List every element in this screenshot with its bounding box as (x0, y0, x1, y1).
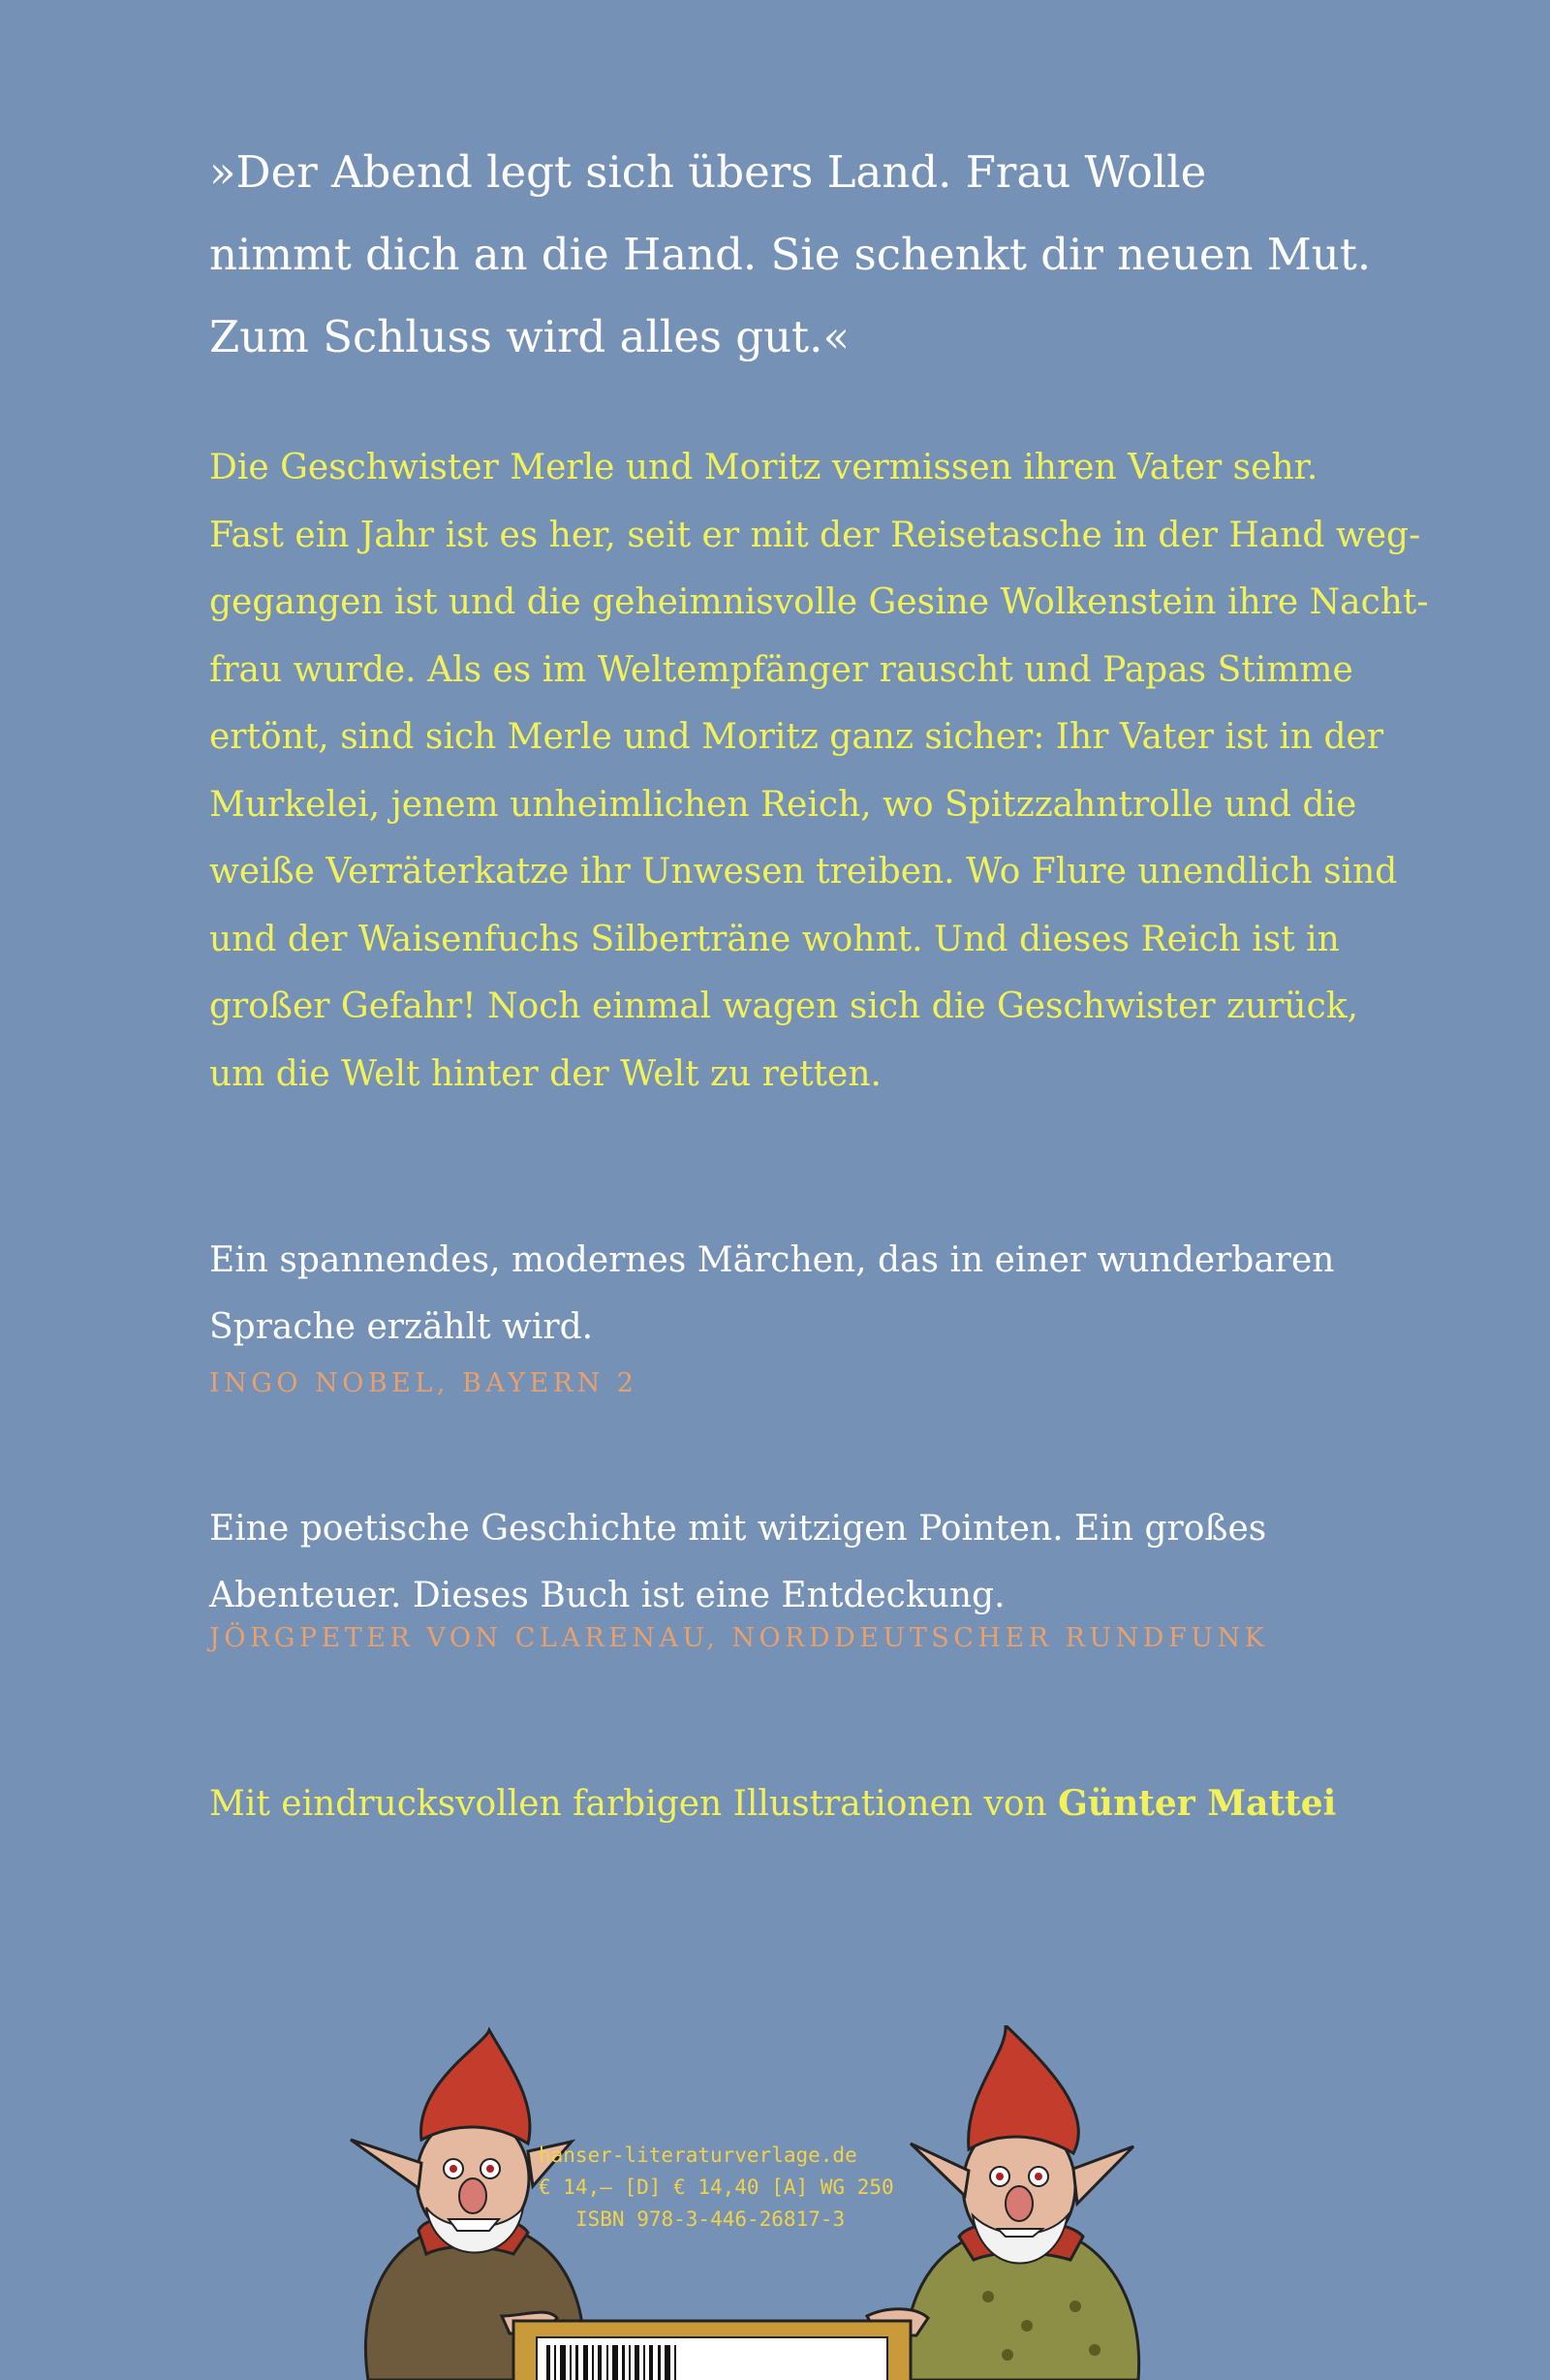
review-text (209, 1495, 1430, 1629)
barcode-frame (513, 2321, 911, 2380)
illustration-credit (209, 1783, 1336, 1824)
illustrator-name: Günter Mattei (1058, 1783, 1337, 1824)
quote-line: Zum Schluss wird alles gut.« (209, 311, 850, 362)
synopsis (209, 434, 1430, 1108)
review-line: Eine poetische Geschichte mit witzigen Pointen. Ein großes (209, 1509, 1267, 1549)
synopsis-line: Die Geschwister Merle und Moritz vermissen ihren Vater sehr. (209, 448, 1318, 487)
opening-quote (209, 131, 1410, 378)
review-line: Abenteuer. Dieses Buch ist eine Entdeckung. (209, 1576, 1006, 1615)
quote-line: »Der Abend legt sich übers Land. Frau Wolle (209, 146, 1207, 198)
publisher-url: hanser-literaturverlage.de (539, 2144, 857, 2167)
synopsis-line: um die Welt hinter der Welt zu retten. (209, 1053, 882, 1094)
synopsis-line: Murkelei, jenem unheimlichen Reich, wo Spitzzahntrolle und die (209, 784, 1357, 825)
price-info: € 14,– [D] € 14,40 [A] WG 250 (539, 2176, 894, 2199)
imprint (539, 2140, 894, 2236)
synopsis-line: und der Waisenfuchs Silberträne wohnt. Und dieses Reich ist in (209, 919, 1340, 959)
review-bayern2 (209, 1227, 1430, 1398)
review-source: JÖRGPETER VON CLARENAU, NORDDEUTSCHER RUNDFUNK (209, 1623, 1269, 1653)
synopsis-line: weiße Verräterkatze ihr Unwesen treiben. Wo Flure unendlich sind (209, 852, 1398, 892)
synopsis-line: gegangen ist und die geheimnisvolle Gesine Wolkenstein ihre Nacht- (209, 582, 1429, 622)
illustration-credit-prefix: Mit eindrucksvollen farbigen Illustrationen von (209, 1784, 1047, 1824)
synopsis-line: ertönt, sind sich Merle und Moritz ganz sicher: Ihr Vater ist in der (209, 717, 1384, 757)
synopsis-line: großer Gefahr! Noch einmal wagen sich die Geschwister zurück, (209, 986, 1359, 1026)
isbn: ISBN 978-3-446-26817-3 (575, 2208, 846, 2231)
review-line: Sprache erzählt wird. (209, 1307, 594, 1347)
review-line: Ein spannendes, modernes Märchen, das in einer wunderbaren (209, 1240, 1335, 1280)
synopsis-line: Fast ein Jahr ist es her, seit er mit der Reisetasche in der Hand weg- (209, 515, 1421, 555)
quote-line: nimmt dich an die Hand. Sie schenkt dir neuen Mut. (209, 229, 1372, 280)
review-text (209, 1227, 1430, 1361)
review-source: INGO NOBEL, BAYERN 2 (209, 1368, 638, 1398)
synopsis-line: frau wurde. Als es im Weltempfänger rauscht und Papas Stimme (209, 649, 1353, 690)
review-ndr (209, 1495, 1430, 1653)
